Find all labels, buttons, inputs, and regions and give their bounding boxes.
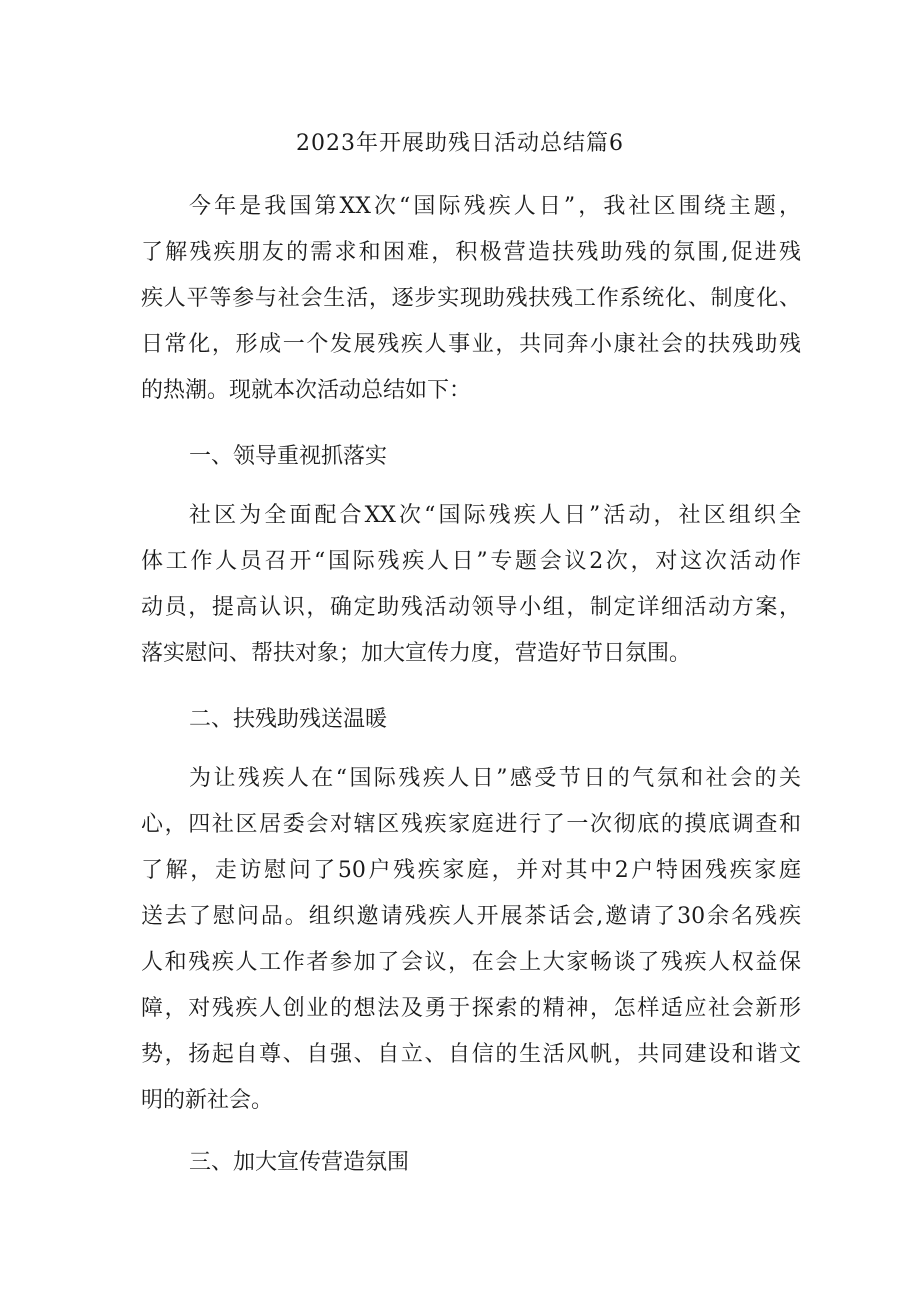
paragraph-2-line-1: 社区为全面配合XX次“国际残疾人日”活动，社区组织全	[189, 503, 801, 528]
section-heading-2: 二、扶残助残送温暖	[189, 707, 388, 732]
paragraph-3-line-3: 了解，走访慰问了50户残疾家庭，并对其中2户特困残疾家庭	[141, 858, 801, 883]
paragraph-2-line-4: 落实慰问、帮扶对象；加大宣传力度，营造好节日氛围。	[141, 641, 692, 666]
paragraph-3-line-5: 人和残疾人工作者参加了会议，在会上大家畅谈了残疾人权益保	[141, 950, 801, 975]
paragraph-3-line-2: 心，四社区居委会对辖区残疾家庭进行了一次彻底的摸底调查和	[141, 812, 801, 837]
paragraph-1-line-2: 了解残疾朋友的需求和困难，积极营造扶残助残的氛围,促进残	[141, 240, 801, 265]
paragraph-3-line-1: 为让残疾人在“国际残疾人日”感受节日的气氛和社会的关	[189, 766, 801, 791]
section-heading-3: 三、加大宣传营造氛围	[189, 1150, 410, 1175]
paragraph-3-line-7: 势，扬起自尊、自强、自立、自信的生活风帆，共同建设和谐文	[141, 1042, 801, 1067]
paragraph-1-line-1: 今年是我国第XX次“国际残疾人日”，我社区围绕主题，	[189, 194, 801, 219]
paragraph-2-line-2: 体工作人员召开“国际残疾人日”专题会议2次，对这次活动作	[141, 549, 801, 574]
paragraph-1-line-3: 疾人平等参与社会生活，逐步实现助残扶残工作系统化、制度化、	[141, 286, 801, 311]
section-heading-1: 一、领导重视抓落实	[189, 444, 388, 469]
document-title: 2023年开展助残日活动总结篇6	[296, 131, 624, 156]
paragraph-1-line-4: 日常化，形成一个发展残疾人事业，共同奔小康社会的扶残助残	[141, 332, 801, 357]
paragraph-3-line-8: 明的新社会。	[141, 1088, 274, 1113]
paragraph-1-line-5: 的热潮。现就本次活动总结如下：	[141, 378, 472, 403]
paragraph-3-line-6: 障，对残疾人创业的想法及勇于探索的精神，怎样适应社会新形	[141, 996, 801, 1021]
paragraph-3-line-4: 送去了慰问品。组织邀请残疾人开展茶话会,邀请了30余名残疾	[141, 904, 801, 929]
paragraph-2-line-3: 动员，提高认识，确定助残活动领导小组，制定详细活动方案，	[141, 595, 801, 620]
